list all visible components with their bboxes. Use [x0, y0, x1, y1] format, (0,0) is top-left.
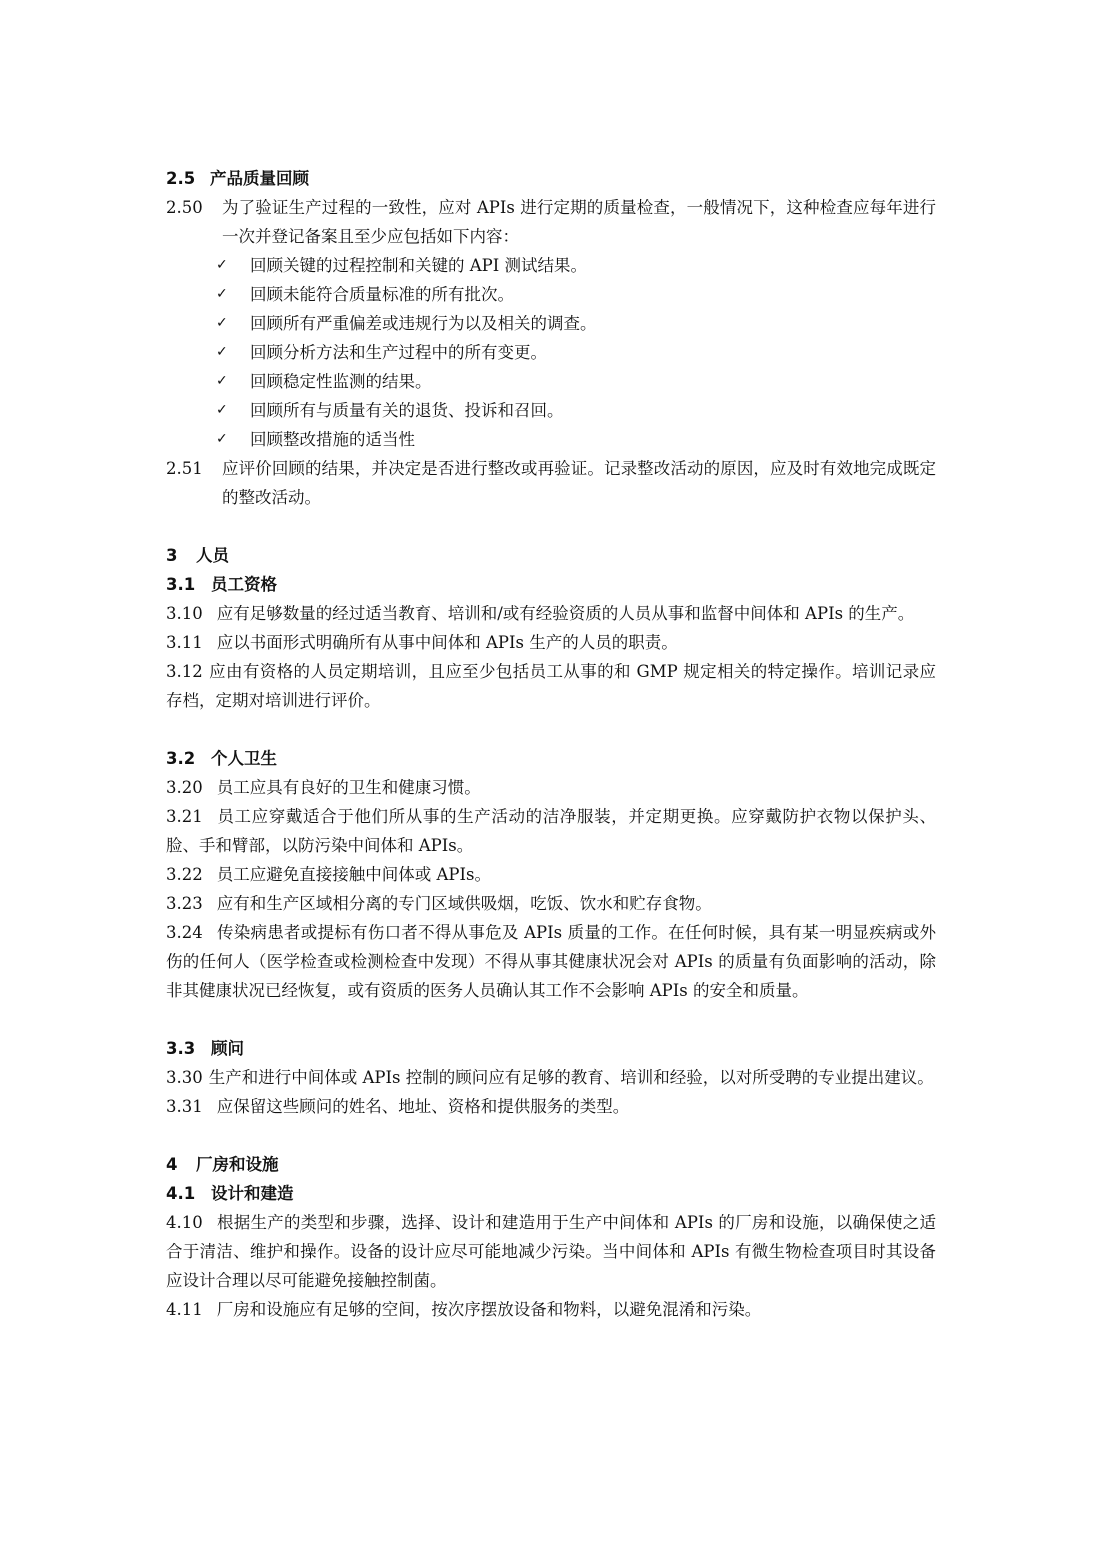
section-title: 顾问	[211, 1039, 244, 1058]
paragraph-3-30	[166, 1063, 936, 1092]
section-number: 3.2	[166, 749, 196, 768]
checklist-item	[166, 338, 936, 367]
paragraph-number: 3.10	[166, 604, 203, 623]
checklist-text: 回顾关键的过程控制和关键的 API 测试结果。	[250, 256, 588, 275]
section-heading-4-1	[166, 1179, 936, 1208]
section-number: 3.1	[166, 575, 196, 594]
paragraph-3-12	[166, 657, 936, 715]
checklist-item	[166, 396, 936, 425]
paragraph-2-51	[166, 454, 936, 512]
paragraph-3-24	[166, 918, 936, 1005]
check-mark-icon: ✓	[216, 257, 228, 273]
section-title: 产品质量回顾	[210, 169, 309, 188]
paragraph-number: 3.12	[166, 662, 203, 681]
checklist-item	[166, 309, 936, 338]
checklist-item	[166, 425, 936, 454]
checklist-text: 回顾稳定性监测的结果。	[250, 372, 432, 391]
paragraph-number: 3.30	[166, 1068, 203, 1087]
checklist-item	[166, 251, 936, 280]
paragraph-text: 应有足够数量的经过适当教育、培训和/或有经验资质的人员从事和监督中间体和 APIs 的生产。	[216, 604, 915, 623]
checklist-item	[166, 367, 936, 396]
paragraph-number: 4.11	[166, 1300, 203, 1319]
section-number: 4	[166, 1155, 178, 1174]
check-mark-icon: ✓	[216, 373, 228, 389]
paragraph-text: 应以书面形式明确所有从事中间体和 APIs 生产的人员的职责。	[216, 633, 678, 652]
paragraph-text: 员工应穿戴适合于他们所从事的生产活动的洁净服装，并定期更换。应穿戴防护衣物以保护头、脸、手和臂部，以防污染中间体和 APIs。	[166, 807, 936, 855]
paragraph-text: 应由有资格的人员定期培训，且应至少包括员工从事的和 GMP 规定相关的特定操作。培训记录应存档，定期对培训进行评价。	[166, 662, 936, 710]
paragraph-text: 员工应避免直接接触中间体或 APIs。	[216, 865, 491, 884]
paragraph-3-11	[166, 628, 936, 657]
paragraph-3-21	[166, 802, 936, 860]
paragraph-text: 厂房和设施应有足够的空间，按次序摆放设备和物料，以避免混淆和污染。	[216, 1300, 762, 1319]
checklist-text: 回顾未能符合质量标准的所有批次。	[250, 285, 514, 304]
paragraph-text: 应保留这些顾问的姓名、地址、资格和提供服务的类型。	[216, 1097, 630, 1116]
checklist-text: 回顾分析方法和生产过程中的所有变更。	[250, 343, 547, 362]
paragraph-number: 2.51	[166, 459, 203, 478]
section-heading-4	[166, 1150, 936, 1179]
paragraph-text: 为了验证生产过程的一致性，应对 APIs 进行定期的质量检查，一般情况下，这种检查应每年进行一次并登记备案且至少应包括如下内容：	[222, 198, 936, 246]
paragraph-text: 根据生产的类型和步骤，选择、设计和建造用于生产中间体和 APIs 的厂房和设施，以确保使之适合于清洁、维护和操作。设备的设计应尽可能地减少污染。当中间体和 APIs 有微生物检查项目时其设备应设计合理以尽可能避免接触控制菌。	[166, 1213, 936, 1290]
section-title: 厂房和设施	[196, 1155, 279, 1174]
paragraph-3-23	[166, 889, 936, 918]
paragraph-4-11	[166, 1295, 936, 1324]
section-heading-3-2	[166, 744, 936, 773]
checklist-text: 回顾所有与质量有关的退货、投诉和召回。	[250, 401, 564, 420]
check-mark-icon: ✓	[216, 315, 228, 331]
section-number: 3.3	[166, 1039, 196, 1058]
section-title: 人员	[196, 546, 229, 565]
paragraph-text: 员工应具有良好的卫生和健康习惯。	[216, 778, 481, 797]
paragraph-number: 3.24	[166, 923, 203, 942]
paragraph-3-31	[166, 1092, 936, 1121]
section-number: 4.1	[166, 1184, 196, 1203]
paragraph-number: 3.20	[166, 778, 203, 797]
checklist-text: 回顾所有严重偏差或违规行为以及相关的调查。	[250, 314, 597, 333]
checklist-text: 回顾整改措施的适当性	[250, 430, 415, 449]
paragraph-number: 3.31	[166, 1097, 203, 1116]
check-mark-icon: ✓	[216, 286, 228, 302]
paragraph-number: 3.11	[166, 633, 203, 652]
document-page	[166, 164, 936, 1324]
paragraph-4-10	[166, 1208, 936, 1295]
check-mark-icon: ✓	[216, 431, 228, 447]
paragraph-3-20	[166, 773, 936, 802]
checklist-item	[166, 280, 936, 309]
section-title: 员工资格	[211, 575, 277, 594]
paragraph-number: 4.10	[166, 1213, 203, 1232]
section-number: 2.5	[166, 169, 196, 188]
section-heading-3	[166, 541, 936, 570]
paragraph-number: 2.50	[166, 198, 203, 217]
section-title: 个人卫生	[211, 749, 277, 768]
paragraph-number: 3.22	[166, 865, 203, 884]
section-heading-2-5	[166, 164, 936, 193]
section-title: 设计和建造	[211, 1184, 294, 1203]
check-mark-icon: ✓	[216, 344, 228, 360]
section-heading-3-3	[166, 1034, 936, 1063]
section-number: 3	[166, 546, 178, 565]
paragraph-text: 应有和生产区域相分离的专门区域供吸烟，吃饭、饮水和贮存食物。	[216, 894, 712, 913]
paragraph-text: 应评价回顾的结果，并决定是否进行整改或再验证。记录整改活动的原因，应及时有效地完成既定的整改活动。	[222, 459, 936, 507]
section-heading-3-1	[166, 570, 936, 599]
check-mark-icon: ✓	[216, 402, 228, 418]
paragraph-3-10	[166, 599, 936, 628]
paragraph-3-22	[166, 860, 936, 889]
paragraph-2-50	[166, 193, 936, 251]
paragraph-text: 生产和进行中间体或 APIs 控制的顾问应有足够的教育、培训和经验，以对所受聘的专业提出建议。	[208, 1068, 934, 1087]
paragraph-text: 传染病患者或提标有伤口者不得从事危及 APIs 质量的工作。在任何时候，具有某一明显疾病或外伤的任何人（医学检查或检测检查中发现）不得从事其健康状况会对 APIs 的质量有负面影响的活动，除非其健康状况已经恢复，或有资质的医务人员确认其工作不会影响 APIs 的安全和质量。	[166, 923, 936, 1000]
paragraph-number: 3.23	[166, 894, 203, 913]
paragraph-number: 3.21	[166, 807, 203, 826]
